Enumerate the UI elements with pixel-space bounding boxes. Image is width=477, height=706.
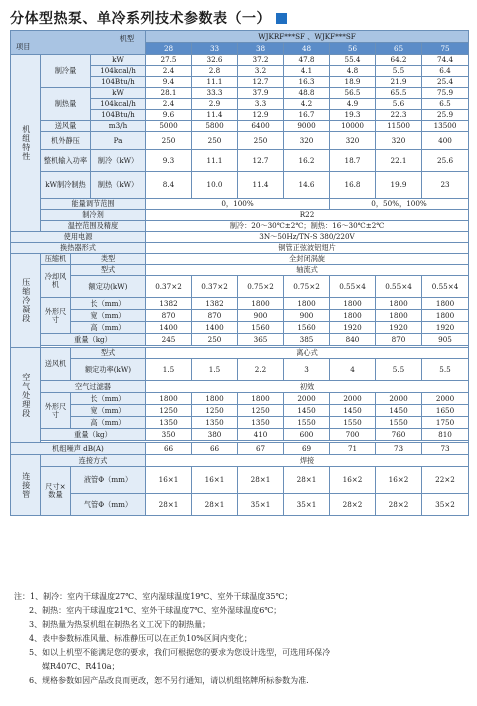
value-cell: 2000 bbox=[284, 393, 330, 405]
unit-cell: 104kcal/h bbox=[91, 99, 146, 110]
value-cell: 5.5 bbox=[376, 359, 422, 381]
table-row bbox=[11, 298, 469, 310]
value-cell: 1800 bbox=[284, 298, 330, 310]
compressor-sub: 类型 bbox=[71, 254, 146, 265]
value-cell: 2.8 bbox=[192, 66, 238, 77]
table-row bbox=[11, 88, 469, 99]
table-row bbox=[11, 359, 469, 381]
unit-cell: 宽（mm） bbox=[71, 310, 146, 322]
value-cell: 8.4 bbox=[146, 172, 192, 199]
value-cell: 11.1 bbox=[192, 77, 238, 88]
table-row bbox=[11, 232, 469, 243]
value-cell: 16×2 bbox=[330, 467, 376, 494]
model-cell: 48 bbox=[284, 43, 330, 55]
filter-label: 空气过滤器 bbox=[41, 381, 146, 393]
table-row bbox=[11, 150, 469, 172]
unit-cell: 制热（kW） bbox=[91, 172, 146, 199]
power-heat-side: kW制冷制热 bbox=[41, 172, 91, 199]
value-cell: 5800 bbox=[192, 121, 238, 132]
value-cell: 16×1 bbox=[192, 467, 238, 494]
value-cell: 350 bbox=[146, 429, 192, 441]
temp-control-value: 制冷：20～30℃±2℃；制热：16～30℃±2℃ bbox=[146, 221, 469, 232]
value-cell: 1800 bbox=[330, 310, 376, 322]
value-cell: 1920 bbox=[330, 322, 376, 334]
cond-fan-power-label: 额定功(kW) bbox=[71, 276, 146, 298]
value-cell: 16.2 bbox=[284, 150, 330, 172]
value-cell: 5.5 bbox=[422, 359, 469, 381]
value-cell: 37.9 bbox=[238, 88, 284, 99]
value-cell: 28.1 bbox=[146, 88, 192, 99]
table-row bbox=[11, 310, 469, 322]
unit-cell: 制冷（kW） bbox=[91, 150, 146, 172]
value-cell: 65.5 bbox=[376, 88, 422, 99]
value-cell: 75.9 bbox=[422, 88, 469, 99]
filter-value: 初效 bbox=[146, 381, 469, 393]
pipe-method-value: 焊接 bbox=[146, 455, 469, 467]
value-cell: 22.3 bbox=[376, 110, 422, 121]
value-cell: 35×1 bbox=[284, 494, 330, 516]
value-cell: 3.3 bbox=[238, 99, 284, 110]
table-row bbox=[11, 405, 469, 417]
value-cell: 22.1 bbox=[376, 150, 422, 172]
note-line: 注：1、制冷：室内干球温度27℃、室内湿球温度19℃、室外干球温度35℃； bbox=[14, 592, 293, 601]
value-cell: 10000 bbox=[330, 121, 376, 132]
value-cell: 2.4 bbox=[146, 66, 192, 77]
value-cell: 19.3 bbox=[330, 110, 376, 121]
temp-control-label: 温控范围及精度 bbox=[41, 221, 146, 232]
value-cell: 4.1 bbox=[284, 66, 330, 77]
value-cell: 73 bbox=[376, 443, 422, 455]
spec-table bbox=[10, 30, 469, 516]
unit-cell: 高（mm） bbox=[71, 322, 146, 334]
power-supply-value: 3N～50Hz/TN-S 380/220V bbox=[146, 232, 469, 243]
value-cell: 4.8 bbox=[330, 66, 376, 77]
value-cell: 600 bbox=[284, 429, 330, 441]
note-line: 5、如以上机型不能满足您的要求，我们可根据您的要求为您设计选型，可选用环保冷 bbox=[29, 648, 331, 657]
value-cell: 18.9 bbox=[330, 77, 376, 88]
table-row bbox=[11, 55, 469, 66]
value-cell: 1750 bbox=[422, 417, 469, 429]
unit-cell: 长（mm） bbox=[71, 298, 146, 310]
value-cell: 16.7 bbox=[284, 110, 330, 121]
note-line: 6、规格参数如因产品改良而更改，恕不另行通知，请以机组铭牌所标参数为准. bbox=[29, 676, 309, 685]
supply-fan-type-value: 离心式 bbox=[146, 348, 469, 359]
value-cell: 22×2 bbox=[422, 467, 469, 494]
value-cell: 21.9 bbox=[376, 77, 422, 88]
cond-fan-type-label: 型式 bbox=[71, 265, 146, 276]
static-label: 机外静压 bbox=[41, 132, 91, 150]
capacity-range-left: 0，100% bbox=[146, 199, 330, 210]
value-cell: 6400 bbox=[238, 121, 284, 132]
value-cell: 73 bbox=[422, 443, 469, 455]
pipe-size-label: 尺寸×数量 bbox=[41, 467, 71, 516]
value-cell: 1450 bbox=[284, 405, 330, 417]
value-cell: 1560 bbox=[238, 322, 284, 334]
value-cell: 1250 bbox=[238, 405, 284, 417]
value-cell: 32.6 bbox=[192, 55, 238, 66]
value-cell: 1550 bbox=[376, 417, 422, 429]
value-cell: 1550 bbox=[284, 417, 330, 429]
value-cell: 0.37×2 bbox=[146, 276, 192, 298]
cond-dims-label: 外形尺寸 bbox=[41, 298, 71, 334]
header-model-label: 机型 bbox=[119, 33, 135, 43]
value-cell: 2.4 bbox=[146, 99, 192, 110]
value-cell: 1920 bbox=[376, 322, 422, 334]
value-cell: 2.9 bbox=[192, 99, 238, 110]
value-cell: 19.9 bbox=[376, 172, 422, 199]
exchanger-label: 换热器形式 bbox=[11, 243, 146, 254]
note-line: 4、表中参数标准风量、标准静压可以在正负10%区间内变化； bbox=[29, 634, 252, 643]
value-cell: 1800 bbox=[238, 393, 284, 405]
value-cell: 380 bbox=[192, 429, 238, 441]
supply-fan-power-label: 额定功率(kW) bbox=[71, 359, 146, 381]
group-unit-characteristics: 机组特性 bbox=[11, 55, 41, 232]
value-cell: 1450 bbox=[376, 405, 422, 417]
supply-fan-type-label: 型式 bbox=[71, 348, 146, 359]
table-row bbox=[11, 322, 469, 334]
value-cell: 1800 bbox=[422, 298, 469, 310]
page-title: 分体型热泵、单冷系列技术参数表（一） bbox=[10, 8, 287, 28]
value-cell: 1550 bbox=[330, 417, 376, 429]
value-cell: 0.55×4 bbox=[376, 276, 422, 298]
value-cell: 0.55×4 bbox=[330, 276, 376, 298]
table-row bbox=[11, 172, 469, 199]
air-dims-label: 外形尺寸 bbox=[41, 393, 71, 429]
model-cell: 33 bbox=[192, 43, 238, 55]
value-cell: 1250 bbox=[192, 405, 238, 417]
value-cell: 810 bbox=[422, 429, 469, 441]
unit-cell: 高（mm） bbox=[71, 417, 146, 429]
value-cell: 12.7 bbox=[238, 77, 284, 88]
value-cell: 9000 bbox=[284, 121, 330, 132]
header-item-label: 项目 bbox=[16, 41, 31, 51]
value-cell: 870 bbox=[146, 310, 192, 322]
capacity-range-label: 能量调节范围 bbox=[41, 199, 146, 210]
value-cell: 0.37×2 bbox=[192, 276, 238, 298]
value-cell: 1.5 bbox=[146, 359, 192, 381]
value-cell: 1920 bbox=[422, 322, 469, 334]
value-cell: 11.4 bbox=[238, 172, 284, 199]
value-cell: 2000 bbox=[376, 393, 422, 405]
value-cell: 47.8 bbox=[284, 55, 330, 66]
value-cell: 28×2 bbox=[376, 494, 422, 516]
power-label: 整机输入功率 bbox=[41, 150, 91, 172]
cond-fan-label: 冷却风机 bbox=[41, 265, 71, 298]
header-model-names: WJKRF***SF 、WJKF***SF bbox=[146, 31, 469, 43]
value-cell: 35×1 bbox=[238, 494, 284, 516]
table-row bbox=[11, 221, 469, 232]
value-cell: 28×2 bbox=[330, 494, 376, 516]
value-cell: 11.4 bbox=[192, 110, 238, 121]
refrigerant-value: R22 bbox=[146, 210, 469, 221]
value-cell: 3.2 bbox=[238, 66, 284, 77]
value-cell: 74.4 bbox=[422, 55, 469, 66]
exchanger-value: 铜管正弦波铝翅片 bbox=[146, 243, 469, 254]
supply-fan-label: 送风机 bbox=[41, 348, 71, 381]
cooling-label: 制冷量 bbox=[41, 55, 91, 88]
value-cell: 64.2 bbox=[376, 55, 422, 66]
notes bbox=[14, 590, 469, 688]
value-cell: 870 bbox=[192, 310, 238, 322]
value-cell: 1400 bbox=[146, 322, 192, 334]
value-cell: 900 bbox=[284, 310, 330, 322]
pipe-method-label: 连接方式 bbox=[41, 455, 146, 467]
value-cell: 4.9 bbox=[330, 99, 376, 110]
value-cell: 700 bbox=[330, 429, 376, 441]
value-cell: 1350 bbox=[192, 417, 238, 429]
value-cell: 250 bbox=[238, 132, 284, 150]
unit-cell: kW bbox=[91, 55, 146, 66]
refrigerant-label: 制冷剂 bbox=[41, 210, 146, 221]
value-cell: 245 bbox=[146, 334, 192, 346]
value-cell: 2000 bbox=[422, 393, 469, 405]
value-cell: 1400 bbox=[192, 322, 238, 334]
value-cell: 410 bbox=[238, 429, 284, 441]
value-cell: 27.5 bbox=[146, 55, 192, 66]
value-cell: 400 bbox=[422, 132, 469, 150]
model-cell: 38 bbox=[238, 43, 284, 55]
airflow-label: 送风量 bbox=[41, 121, 91, 132]
value-cell: 1250 bbox=[146, 405, 192, 417]
value-cell: 16×1 bbox=[146, 467, 192, 494]
value-cell: 1382 bbox=[192, 298, 238, 310]
value-cell: 28×1 bbox=[192, 494, 238, 516]
value-cell: 9.3 bbox=[146, 150, 192, 172]
value-cell: 5.5 bbox=[376, 66, 422, 77]
table-row bbox=[11, 199, 469, 210]
value-cell: 69 bbox=[284, 443, 330, 455]
cond-weight-label: 重量（kg） bbox=[41, 334, 146, 346]
air-weight-label: 重量（kg） bbox=[41, 429, 146, 441]
value-cell: 250 bbox=[192, 334, 238, 346]
value-cell: 320 bbox=[284, 132, 330, 150]
value-cell: 6.5 bbox=[422, 99, 469, 110]
value-cell: 1800 bbox=[376, 310, 422, 322]
model-cell: 65 bbox=[376, 43, 422, 55]
table-row bbox=[11, 393, 469, 405]
value-cell: 320 bbox=[330, 132, 376, 150]
note-line: 3、制热量为热泵机组在制热名义工况下的制热量； bbox=[29, 620, 211, 629]
value-cell: 9.4 bbox=[146, 77, 192, 88]
value-cell: 250 bbox=[192, 132, 238, 150]
table-row bbox=[11, 265, 469, 276]
unit-cell: 宽（mm） bbox=[71, 405, 146, 417]
value-cell: 1800 bbox=[330, 298, 376, 310]
value-cell: 56.5 bbox=[330, 88, 376, 99]
value-cell: 900 bbox=[238, 310, 284, 322]
unit-cell: 104Btu/h bbox=[91, 77, 146, 88]
value-cell: 28×1 bbox=[146, 494, 192, 516]
value-cell: 48.8 bbox=[284, 88, 330, 99]
unit-cell: kW bbox=[91, 88, 146, 99]
value-cell: 870 bbox=[376, 334, 422, 346]
value-cell: 1800 bbox=[238, 298, 284, 310]
value-cell: 35×2 bbox=[422, 494, 469, 516]
value-cell: 365 bbox=[238, 334, 284, 346]
table-row bbox=[11, 417, 469, 429]
value-cell: 1382 bbox=[146, 298, 192, 310]
value-cell: 1.5 bbox=[192, 359, 238, 381]
unit-cell: 104kcal/h bbox=[91, 66, 146, 77]
value-cell: 250 bbox=[146, 132, 192, 150]
value-cell: 28×1 bbox=[284, 467, 330, 494]
group-pipes: 连接管 bbox=[11, 455, 41, 516]
title-square-icon bbox=[276, 13, 287, 24]
value-cell: 25.4 bbox=[422, 77, 469, 88]
table-row bbox=[11, 348, 469, 359]
value-cell: 1800 bbox=[422, 310, 469, 322]
value-cell: 1800 bbox=[192, 393, 238, 405]
value-cell: 5.6 bbox=[376, 99, 422, 110]
value-cell: 2000 bbox=[330, 393, 376, 405]
table-row bbox=[11, 243, 469, 254]
value-cell: 1350 bbox=[146, 417, 192, 429]
value-cell: 385 bbox=[284, 334, 330, 346]
value-cell: 18.7 bbox=[330, 150, 376, 172]
model-cell: 28 bbox=[146, 43, 192, 55]
value-cell: 760 bbox=[376, 429, 422, 441]
compressor-value: 全封闭涡旋 bbox=[146, 254, 469, 265]
unit-cell: 液管Φ（mm） bbox=[71, 467, 146, 494]
value-cell: 71 bbox=[330, 443, 376, 455]
header-item-cell bbox=[11, 31, 146, 55]
value-cell: 23 bbox=[422, 172, 469, 199]
value-cell: 905 bbox=[422, 334, 469, 346]
value-cell: 33.3 bbox=[192, 88, 238, 99]
unit-cell: 气管Φ（mm） bbox=[71, 494, 146, 516]
value-cell: 6.4 bbox=[422, 66, 469, 77]
group-compressor: 压缩冷凝段 bbox=[11, 254, 41, 348]
noise-label: 机组噪声 dB(A) bbox=[11, 443, 146, 455]
unit-cell: Pa bbox=[91, 132, 146, 150]
value-cell: 0.55×4 bbox=[422, 276, 469, 298]
value-cell: 11500 bbox=[376, 121, 422, 132]
table-row bbox=[11, 132, 469, 150]
value-cell: 16×2 bbox=[376, 467, 422, 494]
note-line: 2、制热：室内干球温度21℃、室外干球温度7℃、室外湿球温度6℃； bbox=[29, 606, 282, 615]
value-cell: 16.8 bbox=[330, 172, 376, 199]
value-cell: 3 bbox=[284, 359, 330, 381]
table-row bbox=[11, 381, 469, 393]
table-row bbox=[11, 455, 469, 467]
table-row bbox=[11, 443, 469, 455]
value-cell: 55.4 bbox=[330, 55, 376, 66]
value-cell: 25.9 bbox=[422, 110, 469, 121]
value-cell: 0.75×2 bbox=[238, 276, 284, 298]
value-cell: 320 bbox=[376, 132, 422, 150]
table-row bbox=[11, 254, 469, 265]
value-cell: 66 bbox=[192, 443, 238, 455]
note-line: 媒R407C、R410a； bbox=[42, 662, 120, 671]
model-cell: 75 bbox=[422, 43, 469, 55]
value-cell: 840 bbox=[330, 334, 376, 346]
group-air-handling: 空气处理段 bbox=[11, 348, 41, 443]
value-cell: 1450 bbox=[330, 405, 376, 417]
power-supply-label: 使用电源 bbox=[11, 232, 146, 243]
table-row bbox=[11, 429, 469, 441]
value-cell: 1560 bbox=[284, 322, 330, 334]
value-cell: 12.7 bbox=[238, 150, 284, 172]
value-cell: 67 bbox=[238, 443, 284, 455]
table-row bbox=[11, 467, 469, 494]
value-cell: 11.1 bbox=[192, 150, 238, 172]
unit-cell: 长（mm） bbox=[71, 393, 146, 405]
value-cell: 0.75×2 bbox=[284, 276, 330, 298]
value-cell: 37.2 bbox=[238, 55, 284, 66]
value-cell: 1350 bbox=[238, 417, 284, 429]
heating-label: 制热量 bbox=[41, 88, 91, 121]
table-row bbox=[11, 276, 469, 298]
unit-cell: m3/h bbox=[91, 121, 146, 132]
table-row bbox=[11, 494, 469, 516]
table-row bbox=[11, 121, 469, 132]
value-cell: 5000 bbox=[146, 121, 192, 132]
value-cell: 9.6 bbox=[146, 110, 192, 121]
cond-fan-type-value: 轴流式 bbox=[146, 265, 469, 276]
value-cell: 4.2 bbox=[284, 99, 330, 110]
value-cell: 1800 bbox=[146, 393, 192, 405]
value-cell: 28×1 bbox=[238, 467, 284, 494]
value-cell: 14.6 bbox=[284, 172, 330, 199]
value-cell: 66 bbox=[146, 443, 192, 455]
model-cell: 56 bbox=[330, 43, 376, 55]
compressor-label: 压缩机 bbox=[41, 254, 71, 265]
value-cell: 2.2 bbox=[238, 359, 284, 381]
table-row bbox=[11, 210, 469, 221]
capacity-range-right: 0，50%，100% bbox=[330, 199, 469, 210]
unit-cell: 104Btu/h bbox=[91, 110, 146, 121]
value-cell: 10.0 bbox=[192, 172, 238, 199]
value-cell: 1800 bbox=[376, 298, 422, 310]
value-cell: 25.6 bbox=[422, 150, 469, 172]
value-cell: 16.3 bbox=[284, 77, 330, 88]
table-row bbox=[11, 334, 469, 346]
value-cell: 13500 bbox=[422, 121, 469, 132]
value-cell: 12.9 bbox=[238, 110, 284, 121]
value-cell: 1650 bbox=[422, 405, 469, 417]
value-cell: 4 bbox=[330, 359, 376, 381]
